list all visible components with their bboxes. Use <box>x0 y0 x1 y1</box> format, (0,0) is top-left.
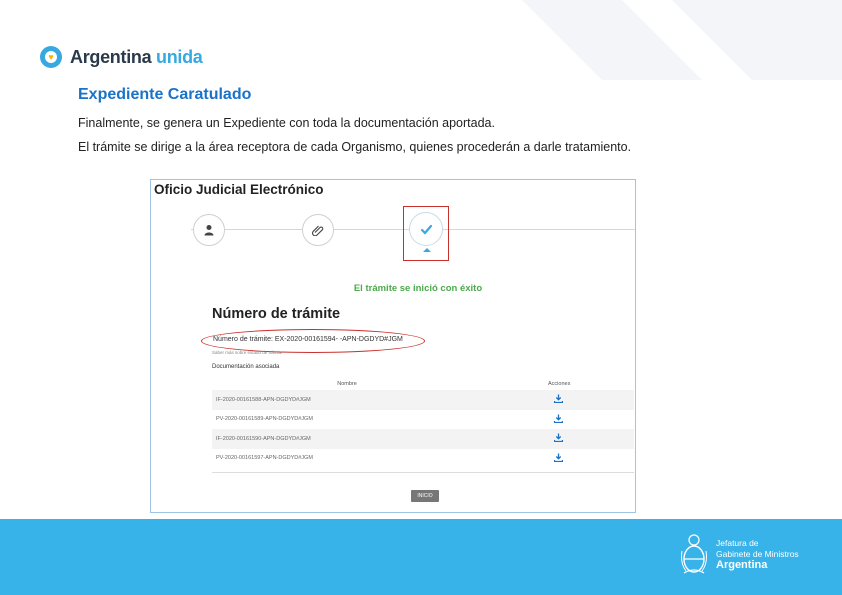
numero-title: Número de trámite <box>212 306 341 322</box>
table-row <box>212 449 634 469</box>
table-row <box>212 429 634 449</box>
row-name: IF-2020-00161588-APN-DGDYD#JGM <box>216 396 311 403</box>
heart-icon: ♥ <box>40 46 62 68</box>
brand-name-main: Argentina <box>70 46 152 67</box>
brand-name-accent: unida <box>156 46 203 67</box>
brand-logo <box>40 46 203 68</box>
step-user[interactable] <box>193 214 225 246</box>
paragraph-1: Finalmente, se genera un Expediente con toda la documentación aportada. <box>78 116 495 130</box>
status-link[interactable]: Saber más sobre estado de trámite <box>212 350 283 355</box>
header-name: Nombre <box>337 381 357 387</box>
screenshot-title: Oficio Judicial Electrónico <box>154 182 324 197</box>
step-attachments[interactable] <box>302 214 334 246</box>
footer-line-3: Argentina <box>716 559 768 571</box>
header-actions: Acciones <box>548 381 571 387</box>
brand-name <box>70 47 203 68</box>
user-icon <box>203 224 215 236</box>
footer-line-2: Gabinete de Ministros <box>716 549 799 559</box>
row-name: PV-2020-00161597-APN-DGDYD#JGM <box>216 455 313 462</box>
page-title: Expediente Caratulado <box>78 86 252 103</box>
download-icon[interactable] <box>554 433 634 444</box>
footer-line-1: Jefatura de <box>716 538 759 548</box>
table-row <box>212 410 634 430</box>
docs-title: Documentación asociada <box>212 364 280 370</box>
check-icon <box>420 223 433 236</box>
table-row <box>212 390 634 410</box>
row-name: IF-2020-00161590-APN-DGDYD#JGM <box>216 435 311 442</box>
documents-table <box>212 378 634 473</box>
inicio-button[interactable]: INICIO <box>411 490 439 502</box>
paperclip-icon <box>312 224 324 236</box>
table-divider <box>212 472 634 473</box>
download-icon[interactable] <box>554 394 634 405</box>
coat-of-arms-icon <box>680 533 708 577</box>
success-message: El trámite se inició con éxito <box>353 283 483 294</box>
footer-org-name <box>716 538 799 571</box>
step-pointer <box>423 248 431 252</box>
download-icon[interactable] <box>554 414 634 425</box>
paragraph-2: El trámite se dirige a la área receptora de cada Organismo, quienes procederán a darle tratamiento. <box>78 140 632 154</box>
row-name: PV-2020-00161589-APN-DGDYD#JGM <box>216 416 313 423</box>
step-complete[interactable] <box>409 212 443 246</box>
table-header <box>212 378 634 390</box>
numero-line: Número de trámite: EX-2020-00161594- -APN-DGDYD#JGM <box>213 336 403 343</box>
download-icon[interactable] <box>554 453 634 464</box>
background-shape <box>502 0 842 80</box>
footer <box>0 519 842 595</box>
embedded-screenshot <box>150 179 636 513</box>
